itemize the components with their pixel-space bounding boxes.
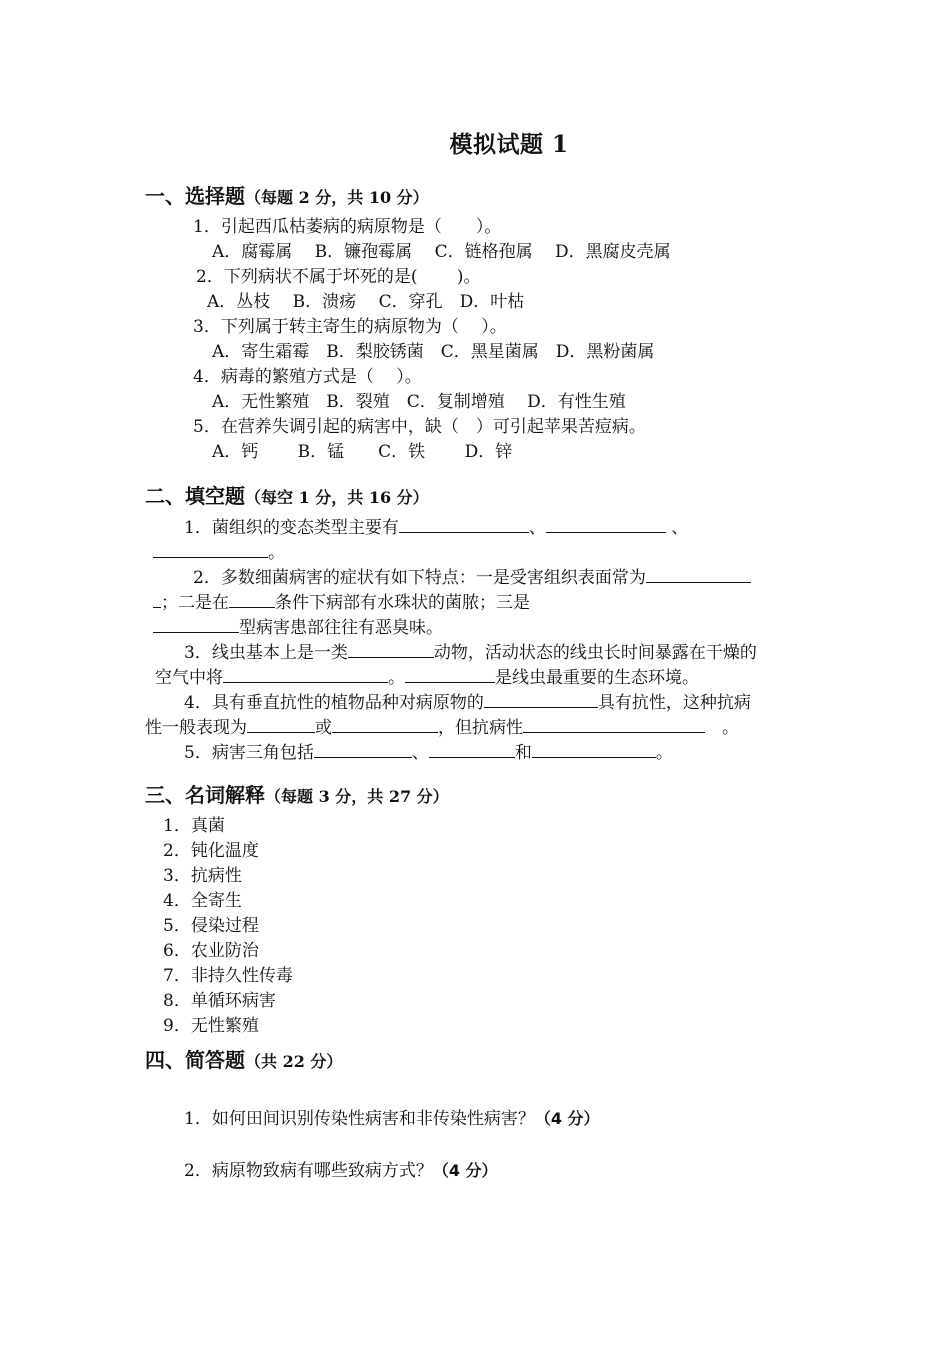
section-note: （共 22 分） [245,1052,343,1071]
answer-blank [405,666,495,683]
short-question-1: 1．如何田间识别传染性病害和非传染性病害？（4 分） [184,1109,600,1129]
answer-blank [153,541,268,558]
choice-options-3: A．寄生霜霉 B．梨胶锈菌 C．黑星菌属 D．黑粉菌属 [212,342,655,362]
choice-question-2: 2．下列病状不属于坏死的是( )。 [196,267,481,287]
answer-blank [223,666,388,683]
term-item: 7．非持久性传毒 [163,966,293,986]
fill-question-5: 5．病害三角包括 、 和 。 [184,743,673,763]
term-item: 1．真菌 [163,816,225,836]
answer-blank [484,691,598,708]
score-label: （4 分） [432,1161,498,1180]
section-heading-fill [145,480,429,509]
term-item: 4．全寄生 [163,891,242,911]
choice-question-5: 5．在营养失调引起的病害中，缺（ ）可引起苹果苦痘病。 [193,417,646,437]
term-item: 9．无性繁殖 [163,1016,259,1036]
page-title: 模拟试题 1 [449,131,569,158]
choice-options-1: A．腐霉属 B．镰孢霉属 C．链格孢属 D．黑腐皮壳属 [212,242,671,262]
answer-blank [523,716,705,733]
answer-blank [646,566,751,583]
choice-options-2: A．丛枝 B．溃疡 C．穿孔 D．叶枯 [207,292,525,312]
answer-blank [532,741,656,758]
section-title: 二、填空题 [145,484,245,508]
fill-question-2-cont: ；二是在 条件下病部有水珠状的菌脓；三是 [153,591,530,614]
answer-blank [247,716,315,733]
answer-blank [429,741,515,758]
choice-options-4: A．无性繁殖 B．裂殖 C．复制增殖 D．有性生殖 [212,392,626,412]
short-question-2: 2．病原物致病有哪些致病方式？（4 分） [184,1161,498,1181]
choice-question-4: 4．病毒的繁殖方式是（ ）。 [193,367,422,387]
term-item: 2．钝化温度 [163,841,259,861]
choice-options-5: A．钙 B．锰 C．铁 D．锌 [212,442,513,462]
answer-blank [153,591,161,608]
term-item: 6．农业防治 [163,941,259,961]
section-heading-choice [145,180,429,209]
fill-question-4-cont: 性一般表现为 或 ，但抗病性 。 [145,718,739,738]
answer-blank [546,516,666,533]
section-title: 一、选择题 [145,184,245,208]
section-note: （每题 3 分，共 27 分） [265,787,449,806]
fill-question-2: 2．多数细菌病害的症状有如下特点：一是受害组织表面常为 [193,566,751,589]
fill-question-2-cont2: 型病害患部往往有恶臭味。 [153,616,443,639]
term-item: 3．抗病性 [163,866,242,886]
answer-blank [332,716,438,733]
answer-blank [314,741,412,758]
term-item: 5．侵染过程 [163,916,259,936]
section-title: 四、简答题 [145,1048,245,1072]
section-note: （每空 1 分，共 16 分） [245,488,429,507]
term-item: 8．单循环病害 [163,991,276,1011]
section-heading-short [145,1044,342,1073]
choice-question-3: 3．下列属于转主寄生的病原物为（ ）。 [193,317,507,337]
answer-blank [153,616,239,633]
fill-question-1-cont: 。 [153,541,285,564]
fill-question-3-cont: 空气中将 。 是线虫最重要的生态环境。 [155,668,699,688]
answer-blank [348,641,434,658]
fill-question-3: 3．线虫基本上是一类 动物，活动状态的线虫长时间暴露在干燥的 [184,643,757,663]
fill-question-4: 4．具有垂直抗性的植物品种对病原物的 具有抗性，这种抗病 [184,693,751,713]
fill-question-1: 1．菌组织的变态类型主要有 、 、 [184,518,689,538]
section-title: 三、名词解释 [145,783,265,807]
section-note: （每题 2 分，共 10 分） [245,188,429,207]
score-label: （4 分） [534,1109,600,1128]
choice-question-1: 1．引起西瓜枯萎病的病原物是（ ）。 [193,217,502,237]
answer-blank [399,516,529,533]
answer-blank [229,591,275,608]
section-heading-terms [145,779,449,808]
